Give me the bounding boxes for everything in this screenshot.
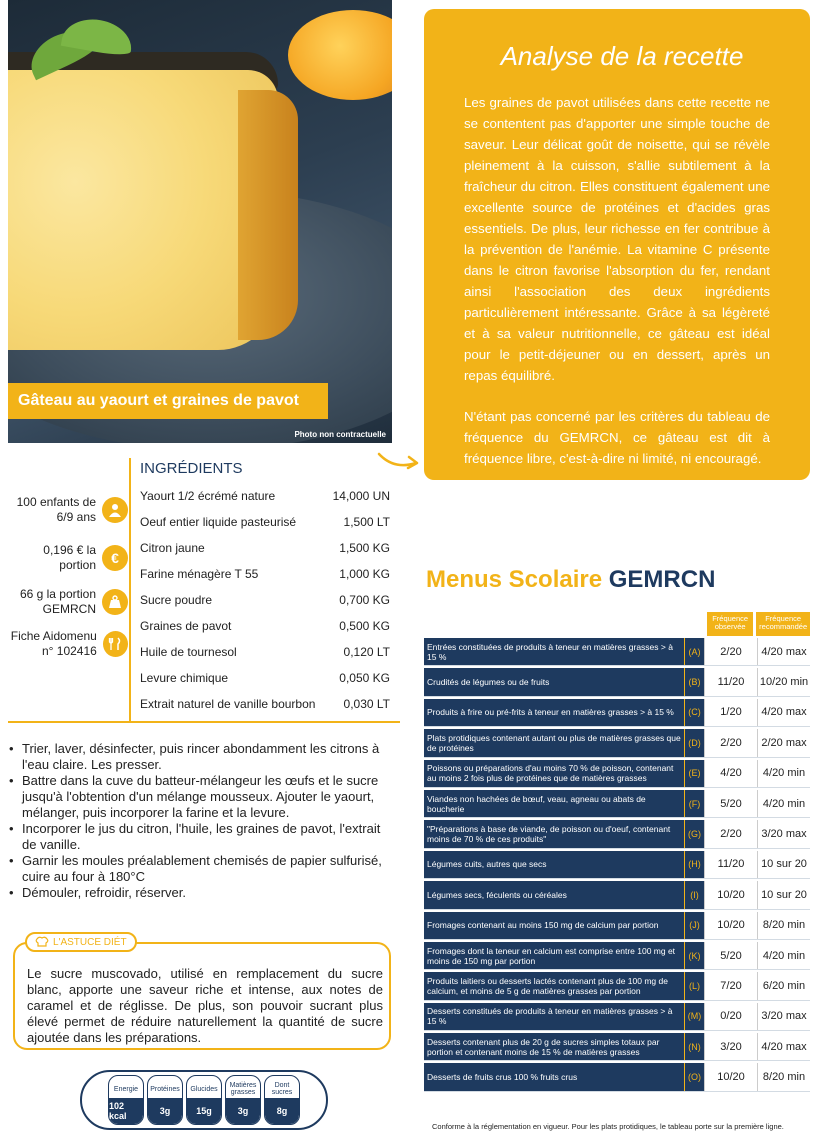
meta-cost [0,543,129,573]
nutrition-value: 3g [226,1098,260,1124]
nutrition-label: Glucides [190,1085,218,1093]
category-letter: (O) [684,1063,704,1090]
category-letter: (C) [684,699,704,726]
table-row [424,760,810,788]
ingredient-row [140,513,390,539]
ingredient-row [140,643,390,669]
recommended-frequency: 4/20 min [757,790,810,817]
observed-frequency: 5/20 [704,942,757,969]
servings-text: 100 enfants de 6/9 ans [16,495,96,524]
nutrition-value: 8g [265,1098,299,1124]
step-item: • Démouler, refroidir, réserver. [8,885,392,901]
sheet-text: Fiche Aidomenu n° 102416 [10,629,97,658]
observed-frequency: 2/20 [704,638,757,665]
nutrition-value: 15g [187,1098,221,1124]
orange-shape [288,10,392,100]
recommended-frequency: 3/20 max [757,1003,810,1030]
meta-sheet [0,629,129,659]
category-letter: (I) [684,881,704,908]
ingredients-list [140,487,390,721]
ingredient-row [140,487,390,513]
recommended-frequency: 4/20 max [757,638,810,665]
observed-frequency: 3/20 [704,1033,757,1060]
category-label: Produits laitiers ou desserts lactés contenant plus de 100 mg de calcium, et moins de 5 g de matières grasses par portion [424,972,684,999]
step-item: • Incorporer le jus du citron, l'huile, les graines de pavot, l'extrait de vanille. [8,821,392,853]
observed-frequency: 5/20 [704,790,757,817]
table-row [424,851,810,879]
table-row [424,668,810,696]
recommended-frequency: 3/20 max [757,820,810,847]
table-row [424,820,810,848]
ingredient-row [140,695,390,721]
observed-frequency: 2/20 [704,820,757,847]
category-label: Crudités de légumes ou de fruits [424,668,684,695]
nutrition-value: 3g [148,1098,182,1124]
recommended-frequency: 10 sur 20 [757,881,810,908]
category-letter: (L) [684,972,704,999]
photo-credit: Photo non contractuelle [294,430,386,439]
table-row [424,942,810,970]
analysis-paragraph: N'étant pas concerné par les critères du tableau de fréquence du GEMRCN, ce gâteau est dit à fréquence libre, c'est-à-dire ni limité, ni encouragé. [464,409,770,466]
ingredients-bottom-line [8,721,400,723]
nutrition-panel [80,1070,328,1130]
category-label: Desserts de fruits crus 100 % fruits crus [424,1063,684,1090]
table-row [424,638,810,666]
recipe-steps [8,741,392,901]
ingredient-qty: 1,000 KG [339,567,390,581]
category-letter: (N) [684,1033,704,1060]
table-row [424,881,810,909]
ingredient-row [140,565,390,591]
nutrition-label: Dont sucres [271,1082,293,1096]
observed-frequency: 10/20 [704,1063,757,1090]
nutrition-label: Protéines [150,1085,180,1093]
nutrition-sugars [264,1075,300,1125]
step-item: • Trier, laver, désinfecter, puis rincer abondamment les citrons à l'eau claire. Les presser. [8,741,392,773]
category-letter: (A) [684,638,704,665]
frequency-table-header [704,612,810,636]
category-label: "Préparations à base de viande, de poisson ou d'oeuf, contenant moins de 70 % de ces produits" [424,820,684,847]
weight-text: 66 g la portion GEMRCN [19,587,96,616]
step-item: • Garnir les moules préalablement chemisés de papier sulfurisé, cuire au four à 180°C [8,853,392,885]
cutlery-icon [103,631,128,657]
recommended-frequency: 6/20 min [757,972,810,999]
table-row [424,699,810,727]
category-label: Viandes non hachées de bœuf, veau, agneau ou abats de boucherie [424,790,684,817]
observed-frequency: 11/20 [704,851,757,878]
curved-arrow-icon [376,450,422,474]
observed-frequency: 4/20 [704,760,757,787]
ingredient-name: Huile de tournesol [140,645,237,659]
menus-title [426,566,715,594]
category-letter: (J) [684,912,704,939]
nutrition-value: 102 kcal [109,1098,143,1124]
observed-frequency: 11/20 [704,668,757,695]
diet-tip-label [25,932,137,952]
menus-title-part: Menus Scolaire [426,566,603,593]
category-label: Desserts constitués de produits à teneur en matières grasses > à 15 % [424,1003,684,1030]
category-label: Fromages contenant au moins 150 mg de calcium par portion [424,912,684,939]
category-letter: (K) [684,942,704,969]
category-letter: (E) [684,760,704,787]
nutrition-carbs [186,1075,222,1125]
ingredient-qty: 0,700 KG [339,593,390,607]
category-letter: (D) [684,729,704,756]
category-label: Desserts contenant plus de 20 g de sucres simples totaux par portion et contenant moins de 15 % de matières grasses [424,1033,684,1060]
ingredient-name: Extrait naturel de vanille bourbon [140,697,316,711]
recommended-frequency: 4/20 min [757,942,810,969]
ingredient-qty: 1,500 LT [343,515,390,529]
nutrition-label: Energie [113,1085,139,1093]
table-row [424,972,810,1000]
category-letter: (H) [684,851,704,878]
ingredient-row [140,669,390,695]
ingredient-qty: 0,030 LT [343,697,390,711]
ingredient-name: Farine ménagère T 55 [140,567,259,581]
recommended-frequency: 2/20 max [757,729,810,756]
ingredient-name: Sucre poudre [140,593,213,607]
person-icon [102,497,128,523]
observed-frequency: 10/20 [704,881,757,908]
ingredient-name: Graines de pavot [140,619,232,633]
ingredient-qty: 1,500 KG [339,541,390,555]
nutrition-label: Matières grasses [229,1082,257,1096]
observed-frequency: 0/20 [704,1003,757,1030]
ingredients-divider [129,458,131,722]
ingredient-name: Levure chimique [140,671,229,685]
recommended-frequency: 4/20 max [757,1033,810,1060]
ingredient-qty: 0,500 KG [339,619,390,633]
category-label: Produits à frire ou pré-frits à teneur en matières grasses > à 15 % [424,699,684,726]
category-label: Fromages dont la teneur en calcium est comprise entre 100 mg et moins de 150 mg par portion [424,942,684,969]
meta-weight [0,587,129,617]
analysis-box [424,9,810,480]
table-row [424,1063,810,1091]
recommended-frequency: 4/20 min [757,760,810,787]
weight-icon [102,589,128,615]
recipe-photo [8,0,392,443]
table-row [424,1033,810,1061]
category-letter: (F) [684,790,704,817]
observed-frequency: 7/20 [704,972,757,999]
analysis-paragraph: Les graines de pavot utilisées dans cette recette ne se contentent pas d'apporter une simple touche de saveur. Leur délicat goût de noisette, qui se révèle pleinement à la cuisson, s'allie subtilement à la fraîcheur du citron. Elles constituent également une excellente source de protéines et d'acides gras essentiels. De plus, leur richesse en fer contribue à la prévention de l'anémie. La vitamine C présente dans le citron favorise l'absorption du fer, rendant ainsi l'association des deux ingrédients particulièrement intéressante. Grâce à sa légèreté et à sa valeur nutritionnelle, ce gâteau est idéal pour le petit-déjeuner ou en dessert, après un repas équilibré. [464,95,770,383]
ingredient-name: Yaourt 1/2 écrémé nature [140,489,276,503]
table-row [424,729,810,757]
meta-servings [0,495,129,525]
category-label: Entrées constituées de produits à teneur en matières grasses > à 15 % [424,638,684,665]
step-item: • Battre dans la cuve du batteur-mélangeur les œufs et le sucre jusqu'à l'obtention d'un mélange mousseux. Ajouter le yaourt, mélanger, puis incorporer la farine et la levure. [8,773,392,821]
observed-frequency: 10/20 [704,912,757,939]
frequency-table-body [424,638,810,1092]
table-row [424,1003,810,1031]
table-row [424,790,810,818]
ingredient-qty: 0,050 KG [339,671,390,685]
table-row [424,912,810,940]
table-footnote: Conforme à la réglementation en vigueur. Pour les plats protidiques, le tableau porte sur la première ligne. [432,1122,784,1131]
ingredient-name: Citron jaune [140,541,205,555]
header-observed: Fréquence observée [707,612,753,636]
category-label: Légumes cuits, autres que secs [424,851,684,878]
ingredient-row [140,539,390,565]
recommended-frequency: 4/20 max [757,699,810,726]
recommended-frequency: 8/20 min [757,1063,810,1090]
nutrition-fat [225,1075,261,1125]
euro-icon: € [102,545,128,571]
category-letter: (B) [684,668,704,695]
ingredient-qty: 14,000 UN [332,489,390,503]
ingredient-qty: 0,120 LT [343,645,390,659]
recommended-frequency: 10/20 min [757,668,810,695]
category-label: Poissons ou préparations d'au moins 70 % de poisson, contenant au moins 2 fois plus de protéines que de matières grasses [424,760,684,787]
cost-text: 0,196 € la portion [43,543,96,572]
diet-tip-label-text: L'ASTUCE DIÉT [53,936,127,948]
observed-frequency: 1/20 [704,699,757,726]
recommended-frequency: 10 sur 20 [757,851,810,878]
ingredient-row [140,591,390,617]
analysis-title: Analyse de la recette [500,41,744,71]
category-letter: (G) [684,820,704,847]
diet-tip-text: Le sucre muscovado, utilisé en remplacement du sucre blanc, apporte une saveur riche et intense, aux notes de caramel et de réglisse. De plus, son pouvoir sucrant plus élevé permet de réduire naturellement la quantité de sucre ajoutée dans les préparations. [27,966,383,1045]
observed-frequency: 2/20 [704,729,757,756]
frequency-table [424,612,810,1092]
diet-tip-box [13,936,391,1050]
ingredient-name: Oeuf entier liquide pasteurisé [140,515,297,529]
ingredient-row [140,617,390,643]
category-label: Plats protidiques contenant autant ou plus de matières grasses que de protéines [424,729,684,756]
ingredients-title: INGRÉDIENTS [140,460,243,477]
recommended-frequency: 8/20 min [757,912,810,939]
recipe-title: Gâteau au yaourt et graines de pavot [8,383,328,419]
cake-edge-shape [238,90,298,340]
nutrition-energy [108,1075,144,1125]
category-label: Légumes secs, féculents ou céréales [424,881,684,908]
category-letter: (M) [684,1003,704,1030]
nutrition-proteins [147,1075,183,1125]
chef-hat-icon [35,936,49,948]
menus-title-part: GEMRCN [608,566,716,593]
header-recommended: Fréquence recommandée [756,612,810,636]
